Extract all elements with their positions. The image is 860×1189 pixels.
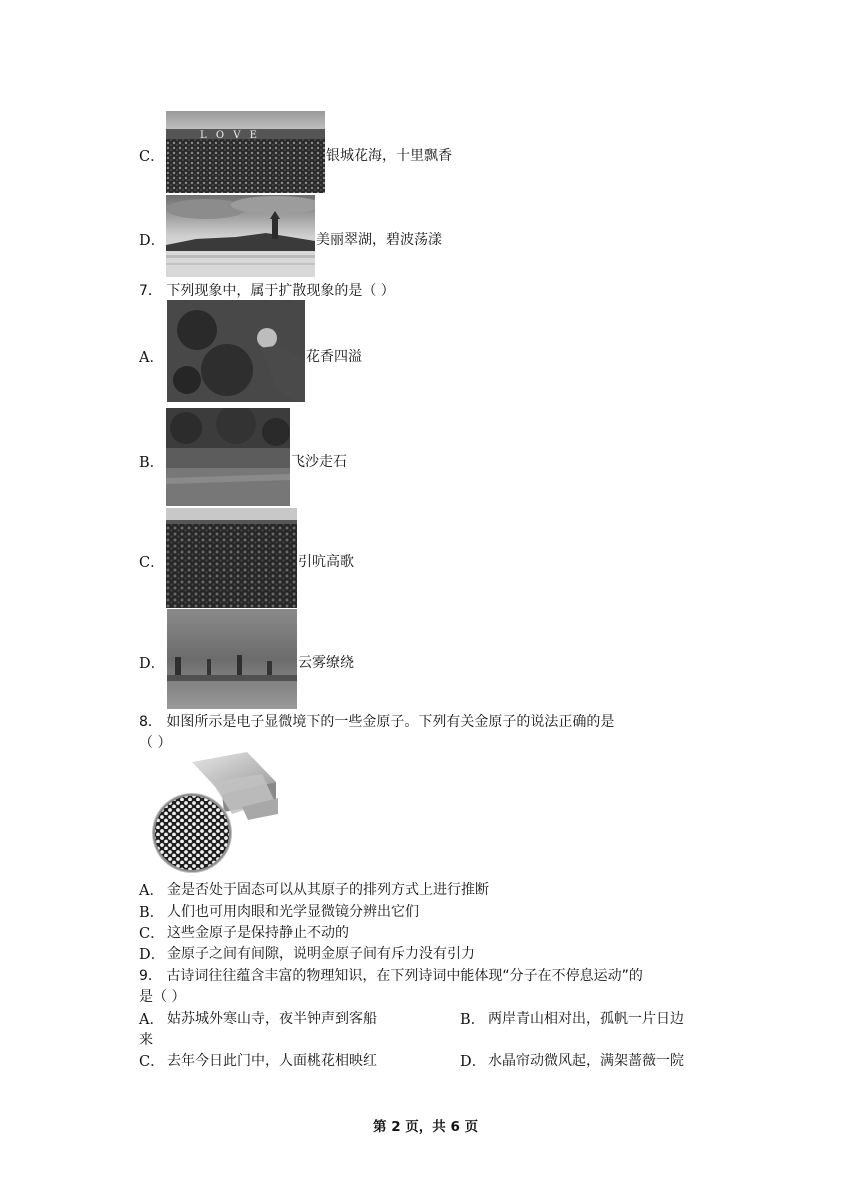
page-number-footer: 第 2 页，共 6 页 [373, 1119, 479, 1135]
q9-option-b-letter: B． [460, 1012, 486, 1028]
q9-stem-line2: 是（ ） [139, 989, 186, 1005]
q7-option-c-letter: C． [139, 555, 165, 571]
gold-atoms-microscope-photo [152, 752, 278, 874]
q7-option-d-text: 云雾缭绕 [298, 655, 354, 671]
q9-option-c-text: 去年今日此门中，人面桃花相映红 [167, 1053, 377, 1069]
q6-option-c-letter: C． [139, 149, 165, 165]
q7-stem: 7． 下列现象中，属于扩散现象的是（ ） [139, 283, 395, 299]
q9-option-b-text: 两岸青山相对出，孤帆一片日边 [488, 1011, 684, 1027]
q9-option-c-letter: C． [139, 1054, 165, 1070]
q6-option-c-text: 银城花海，十里飘香 [326, 148, 452, 164]
q8-option-d-letter: D． [139, 947, 166, 963]
q8-stem-line2: （ ） [139, 735, 172, 751]
q6-option-d-text: 美丽翠湖，碧波荡漾 [316, 232, 442, 248]
q8-option-c-letter: C． [139, 926, 165, 942]
q7-option-b-letter: B． [139, 455, 165, 471]
sandstorm-photo [166, 408, 290, 506]
q8-option-a-letter: A． [139, 883, 164, 899]
singing-crowd-photo [166, 508, 297, 608]
q9-option-a-letter: A． [139, 1012, 164, 1028]
child-smelling-flowers-photo [167, 300, 305, 402]
q7-option-a-text: 花香四溢 [306, 349, 362, 365]
q7-option-c-text: 引吭高歌 [298, 554, 354, 570]
q9-option-d-text: 水晶帘动微风起，满架蔷薇一院 [488, 1053, 684, 1069]
love-sign-text: L O V E [200, 130, 260, 141]
q8-stem-line1: 8． 如图所示是电子显微境下的一些金原子。下列有关金原子的说法正确的是 [139, 714, 615, 730]
q6-option-d-letter: D． [139, 233, 166, 249]
flower-field-love-photo [166, 111, 325, 193]
lake-pagoda-photo [166, 195, 315, 277]
q8-option-a-text: 金是否处于固态可以从其原子的排列方式上进行推断 [167, 882, 489, 898]
q9-stem-line1: 9． 古诗词往往蕴含丰富的物理知识，在下列诗词中能体现“分子在不停息运动”的 [139, 968, 643, 984]
q8-option-d-text: 金原子之间有间隙，说明金原子间有斥力没有引力 [167, 946, 475, 962]
fog-photo [167, 609, 297, 709]
q9-option-b-text-wrap: 来 [139, 1032, 153, 1048]
q7-option-a-letter: A． [139, 350, 164, 366]
q8-option-b-text: 人们也可用肉眼和光学显微镜分辨出它们 [167, 904, 419, 920]
q8-option-b-letter: B． [139, 905, 165, 921]
q9-option-d-letter: D． [460, 1054, 487, 1070]
q7-option-b-text: 飞沙走石 [291, 454, 347, 470]
q8-option-c-text: 这些金原子是保持静止不动的 [167, 925, 349, 941]
q7-option-d-letter: D． [139, 656, 166, 672]
q9-option-a-text: 姑苏城外寒山寺，夜半钟声到客船 [167, 1011, 377, 1027]
